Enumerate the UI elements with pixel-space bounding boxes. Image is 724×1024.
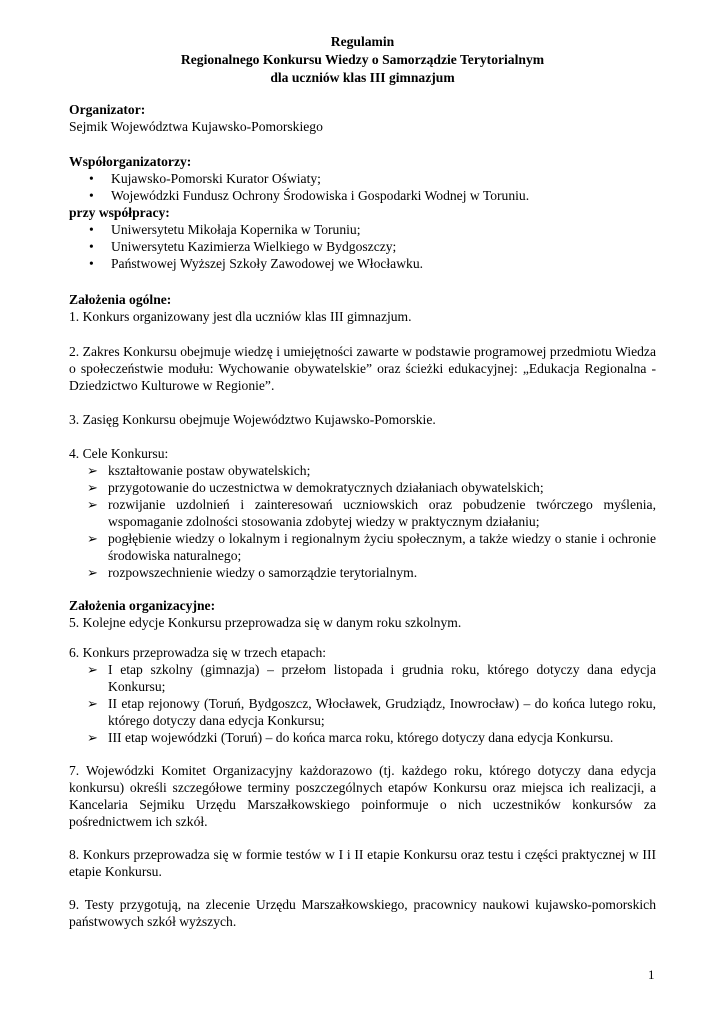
- list-item: • Uniwersytetu Kazimierza Wielkiego w Bydgoszczy;: [89, 239, 397, 254]
- paragraph-3: 3. Zasięg Konkursu obejmuje Województwo Kujawsko-Pomorskie.: [69, 412, 436, 427]
- bullet-icon: •: [89, 256, 94, 271]
- general-heading: Założenia ogólne:: [69, 292, 172, 307]
- arrow-icon: ➢: [87, 463, 98, 478]
- cooperation-list: [69, 221, 656, 272]
- paragraph-7: 7. Wojewódzki Komitet Organizacyjny każdorazowo (tj. każdego roku, którego dotyczy dana edycja konkursu) określi szczegółowe terminy poszczególnych etapów Konkursu oraz miejsca ich realizacji, a Kancelaria Sejmiku Urzędu Marszałkowskiego poinformuje o nich uczestników konkursów za pośrednictwem ich szkół.: [69, 763, 656, 829]
- general-section: [69, 291, 656, 325]
- bullet-icon: •: [89, 222, 94, 237]
- stages-section: [69, 644, 656, 746]
- paragraph-9: 9. Testy przygotują, na zlecenie Urzędu Marszałkowskiego, pracownicy naukowi kujawsko-pomorskich państwowych szkół wyższych.: [69, 897, 656, 929]
- arrow-icon: ➢: [87, 531, 98, 546]
- arrow-icon: ➢: [87, 730, 98, 745]
- bullet-icon: •: [89, 171, 94, 186]
- title-line-3: dla uczniów klas III gimnazjum: [270, 70, 455, 85]
- arrow-icon: ➢: [87, 497, 98, 512]
- coorganizers-section: [69, 153, 656, 272]
- list-item: ➢ pogłębienie wiedzy o lokalnym i regionalnym życiu społecznym, a także wiedzy o stanie i ochronie środowiska naturalnego;: [87, 531, 656, 563]
- list-item: ➢ rozwijanie uzdolnień i zainteresowań uczniowskich oraz pobudzenie twórczego myślenia, wspomaganie zdolności stosowania zdobytej wiedzy w praktycznym działaniu;: [87, 497, 656, 529]
- paragraph-2: 2. Zakres Konkursu obejmuje wiedzę i umiejętności zawarte w podstawie programowej przedmiotu Wiedza o społeczeństwie modułu: Wychowanie obywatelskie” oraz ścieżki edukacyjnej: „Edukacja Regionalna - Dziedzictwo Kulturowe w Regionie”.: [69, 344, 656, 393]
- cooperation-heading: przy współpracy:: [69, 205, 170, 220]
- list-item: ➢ II etap rejonowy (Toruń, Bydgoszcz, Włocławek, Grudziądz, Inowrocław) – do końca lutego roku, którego dotyczy dana edycja Konkursu;: [87, 696, 656, 728]
- goals-list: [69, 462, 656, 581]
- page-number: 1: [648, 967, 655, 982]
- list-item: • Państwowej Wyższej Szkoły Zawodowej we Włocławku.: [89, 256, 424, 271]
- paragraph-1: 1. Konkurs organizowany jest dla uczniów klas III gimnazjum.: [69, 309, 412, 324]
- arrow-icon: ➢: [87, 662, 98, 677]
- list-item: ➢ I etap szkolny (gimnazja) – przełom listopada i grudnia roku, którego dotyczy dana edycja Konkursu;: [87, 662, 656, 694]
- list-item: ➢ III etap wojewódzki (Toruń) – do końca marca roku, którego dotyczy dana edycja Konkursu.: [87, 730, 614, 745]
- stages-list: [69, 661, 656, 746]
- document-title: [69, 33, 656, 87]
- organizer-section: [69, 101, 656, 135]
- bullet-icon: •: [89, 188, 94, 203]
- goals-section: [69, 445, 656, 581]
- list-item: ➢ rozpowszechnienie wiedzy o samorządzie terytorialnym.: [87, 565, 418, 580]
- coorganizers-heading: Współorganizatorzy:: [69, 154, 192, 169]
- paragraph-5: 5. Kolejne edycje Konkursu przeprowadza się w danym roku szkolnym.: [69, 615, 462, 630]
- coorganizers-list: [69, 170, 656, 204]
- arrow-icon: ➢: [87, 480, 98, 495]
- organizer-heading: Organizator:: [69, 102, 146, 117]
- paragraph-6: 6. Konkurs przeprowadza się w trzech etapach:: [69, 645, 327, 660]
- list-item: • Kujawsko-Pomorski Kurator Oświaty;: [89, 171, 321, 186]
- title-line-1: Regulamin: [330, 34, 395, 49]
- list-item: ➢ przygotowanie do uczestnictwa w demokratycznych działaniach obywatelskich;: [87, 480, 544, 495]
- organizational-heading: Założenia organizacyjne:: [69, 598, 216, 613]
- paragraph-4: 4. Cele Konkursu:: [69, 446, 169, 461]
- list-item: ➢ kształtowanie postaw obywatelskich;: [87, 463, 311, 478]
- organizational-section: [69, 597, 656, 631]
- title-line-2: Regionalnego Konkursu Wiedzy o Samorządzie Terytorialnym: [180, 52, 545, 67]
- list-item: • Wojewódzki Fundusz Ochrony Środowiska i Gospodarki Wodnej w Toruniu.: [89, 188, 530, 203]
- arrow-icon: ➢: [87, 565, 98, 580]
- organizer-name: Sejmik Województwa Kujawsko-Pomorskiego: [69, 119, 323, 134]
- list-item: • Uniwersytetu Mikołaja Kopernika w Toruniu;: [89, 222, 361, 237]
- paragraph-8: 8. Konkurs przeprowadza się w formie testów w I i II etapie Konkursu oraz testu i części praktycznej w III etapie Konkursu.: [69, 847, 656, 879]
- arrow-icon: ➢: [87, 696, 98, 711]
- bullet-icon: •: [89, 239, 94, 254]
